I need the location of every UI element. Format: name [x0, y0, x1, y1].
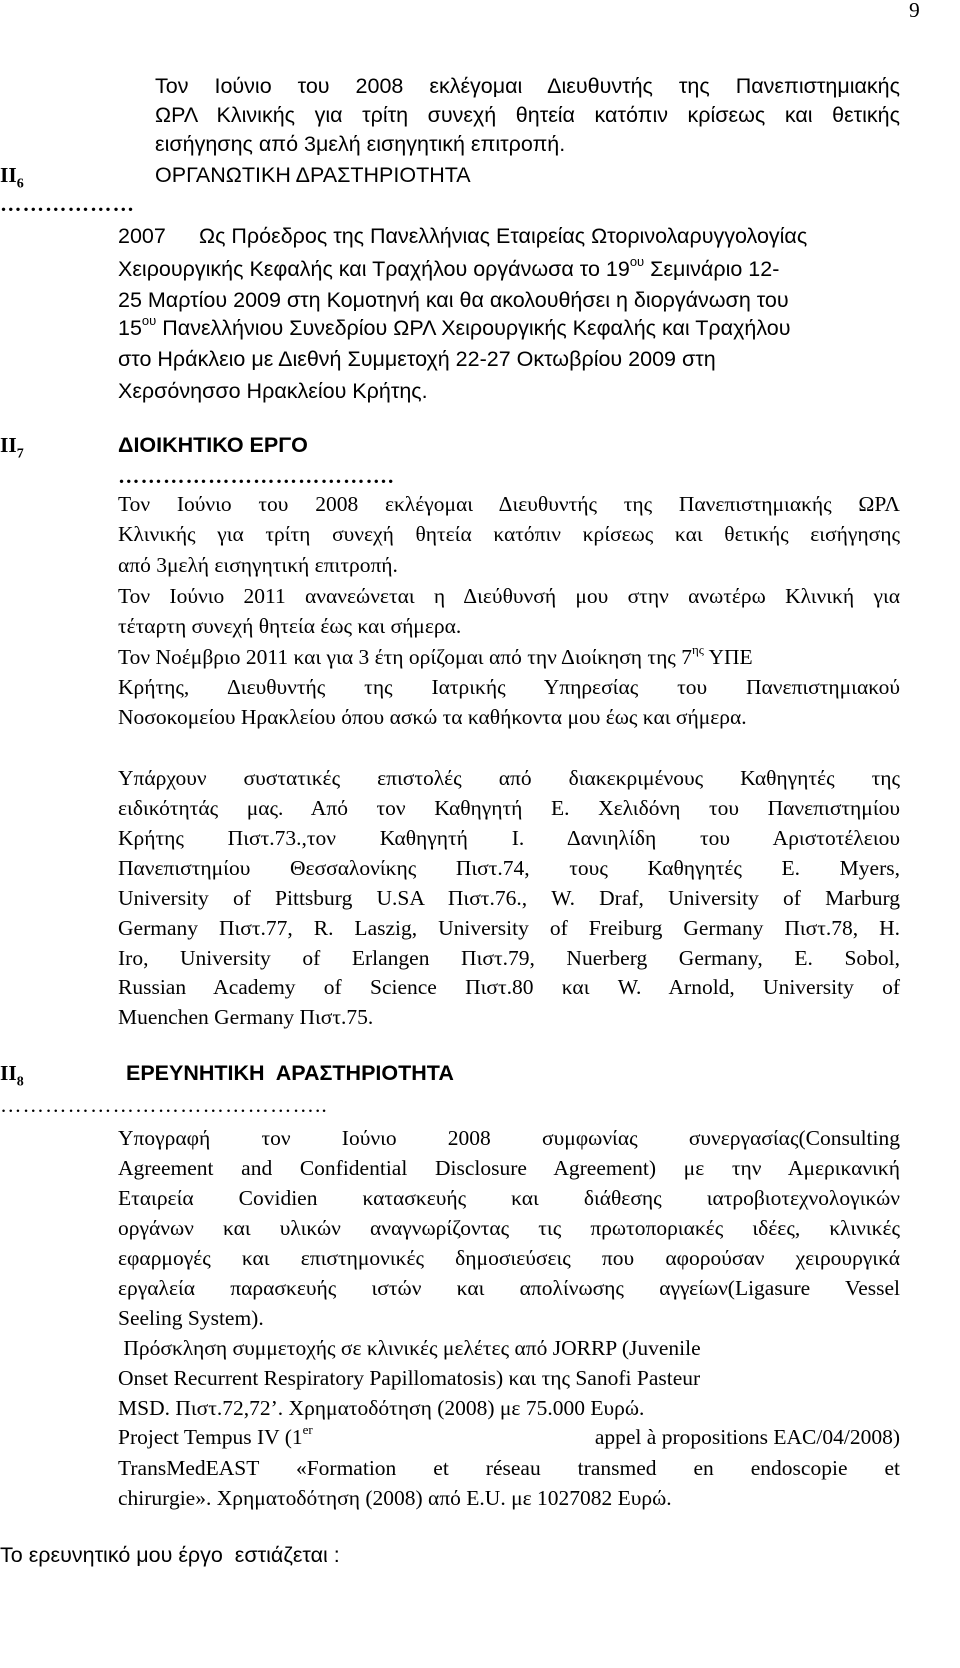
text-line: 25 Μαρτίου 2009 στη Κομοτηνή και θα ακολουθήσει η διοργάνωση του — [118, 288, 789, 312]
closing-line: Το ερευνητικό μου έργο εστιάζεται : — [0, 1543, 340, 1567]
text-line: εφαρμογές και επιστημονικές δημοσιεύσεις που αφορούσαν χειρουργικά — [118, 1246, 900, 1270]
text-line: Muenchen Germany Πιστ.75. — [118, 1005, 374, 1029]
text-line: Ως Πρόεδρος της Πανελλήνιας Εταιρείας Ωτορινολαρυγγολογίας — [199, 224, 808, 248]
dotted-leader: …………………………………….. — [0, 1093, 328, 1117]
section-label: $II_7$ — [0, 433, 24, 462]
text-line: Υπάρχουν συστατικές επιστολές από διακεκριμένους Καθηγητές της — [118, 766, 900, 790]
text-line: Εταιρεία Covidien κατασκευής και διάθεσης ιατροβιοτεχνολογικών — [118, 1186, 900, 1210]
text-line: Πρόσκληση συμμετοχής σε κλινικές μελέτες από JORRP (Juvenile — [118, 1336, 701, 1360]
text-line: Τον Ιούνιο 2011 ανανεώνεται η Διεύθυνσή μου στην ανωτέρω Κλινική για — [118, 584, 900, 608]
text-line: από 3μελή εισηγητική επιτροπή. — [118, 553, 398, 577]
page-number: 9 — [909, 0, 920, 22]
dotted-leader: ………………………………. — [118, 464, 395, 488]
text-line: TransMedEAST «Formation et réseau transmed en endoscopie et — [118, 1456, 900, 1480]
year-label: 2007 — [118, 224, 166, 248]
text-line: εισήγησης από 3μελή εισηγητική επιτροπή. — [155, 132, 566, 156]
section-heading: ΕΡΕΥΝΗΤΙΚΗ ΑΡΑΣΤΗΡΙΟΤΗΤΑ — [126, 1061, 454, 1085]
text-line: Iro, University of Erlangen Πιστ.79, Nuerberg Germany, E. Sobol, — [118, 946, 900, 970]
section-heading: ΔΙΟΙΚΗΤΙΚΟ ΕΡΓΟ — [118, 433, 308, 457]
text-line: Onset Recurrent Respiratory Papillomatosis) και της Sanofi Pasteur — [118, 1366, 701, 1390]
section-heading: ΟΡΓΑΝΩΤΙΚΗ ΔΡΑΣΤΗΡΙΟΤΗΤΑ — [155, 163, 471, 187]
text-line: τέταρτη συνεχή θητεία έως και σήμερα. — [118, 614, 462, 638]
text-line: ΩΡΛ Κλινικής για τρίτη συνεχή θητεία κατόπιν κρίσεως και θετικής — [155, 103, 900, 127]
text-line: Κρήτης Πιστ.73.,τον Καθηγητή Ι. Δανιηλίδη του Αριστοτέλειου — [118, 826, 900, 850]
text-line: Τον Νοέμβριο 2011 και για 3 έτη ορίζομαι από την Διοίκηση της $7^{\eta\varsigma}$ ΥΠΕ — [118, 642, 753, 669]
text-line: Κλινικής για τρίτη συνεχή θητεία κατόπιν κρίσεως και θετικής εισήγησης — [118, 522, 900, 546]
text-line: στο Ηράκλειο με Διεθνή Συμμετοχή 22-27 Οκτωβρίου 2009 στη — [118, 347, 716, 371]
text-line: Germany Πιστ.77, R. Laszig, University of Freiburg Germany Πιστ.78, H. — [118, 916, 900, 940]
text-line: $15^{o\upsilon}$ Πανελλήνιου Συνεδρίου ΩΡΛ Χειρουργικής Κεφαλής και Τραχήλου — [118, 313, 791, 340]
text-line: Κρήτης, Διευθυντής της Ιατρικής Υπηρεσίας του Πανεπιστημιακού — [118, 675, 900, 699]
text-line: ειδικότητάς μας. Από τον Καθηγητή Ε. Χελιδόνη του Πανεπιστημίου — [118, 796, 900, 820]
section-label: $II_8$ — [0, 1061, 24, 1090]
section-label: $II_6$ — [0, 163, 24, 192]
text-line: Seeling System). — [118, 1306, 264, 1330]
text-line: Υπογραφή τον Ιούνιο 2008 συμφωνίας συνεργασίας(Consulting — [118, 1126, 900, 1150]
text-line: εργαλεία παρασκευής ιστών και απολίνωσης αγγείων(Ligasure Vessel — [118, 1276, 900, 1300]
text-line: Agreement and Confidential Disclosure Agreement) με την Αμερικανική — [118, 1156, 900, 1180]
text-line: Τον Ιούνιο του 2008 εκλέγομαι Διευθυντής της Πανεπιστημιακής ΩΡΛ — [118, 492, 900, 516]
text-line: Χερσόνησσο Ηρακλείου Κρήτης. — [118, 379, 428, 403]
text-line: Πανεπιστημίου Θεσσαλονίκης Πιστ.74, τους Καθηγητές E. Myers, — [118, 856, 900, 880]
text-line: Τον Ιούνιο του 2008 εκλέγομαι Διευθυντής της Πανεπιστημιακής — [155, 74, 900, 98]
text-line: University of Pittsburg U.SA Πιστ.76., W. Draf, University of Marburg — [118, 886, 900, 910]
text-line: Project Tempus IV (1er appel à propositions EAC/04/2008) — [118, 1422, 900, 1449]
text-line: Russian Academy of Science Πιστ.80 και W. Arnold, University of — [118, 975, 900, 999]
text-line: οργάνων και υλικών αναγνωρίζοντας τις πρωτοποριακές ιδέες, κλινικές — [118, 1216, 900, 1240]
text-line: chirurgie». Χρηματοδότηση (2008) από E.U. με 1027082 Ευρώ. — [118, 1486, 672, 1510]
text-line: Νοσοκομείου Ηρακλείου όπου ασκώ τα καθήκοντα μου έως και σήμερα. — [118, 705, 747, 729]
text-line: MSD. Πιστ.72,72’. Χρηματοδότηση (2008) με 75.000 Ευρώ. — [118, 1396, 645, 1420]
text-line: Χειρουργικής Κεφαλής και Τραχήλου οργάνωσα το $19^{o\upsilon}$ Σεμινάριο 12- — [118, 254, 780, 281]
dotted-leader: ……………… — [0, 192, 135, 216]
